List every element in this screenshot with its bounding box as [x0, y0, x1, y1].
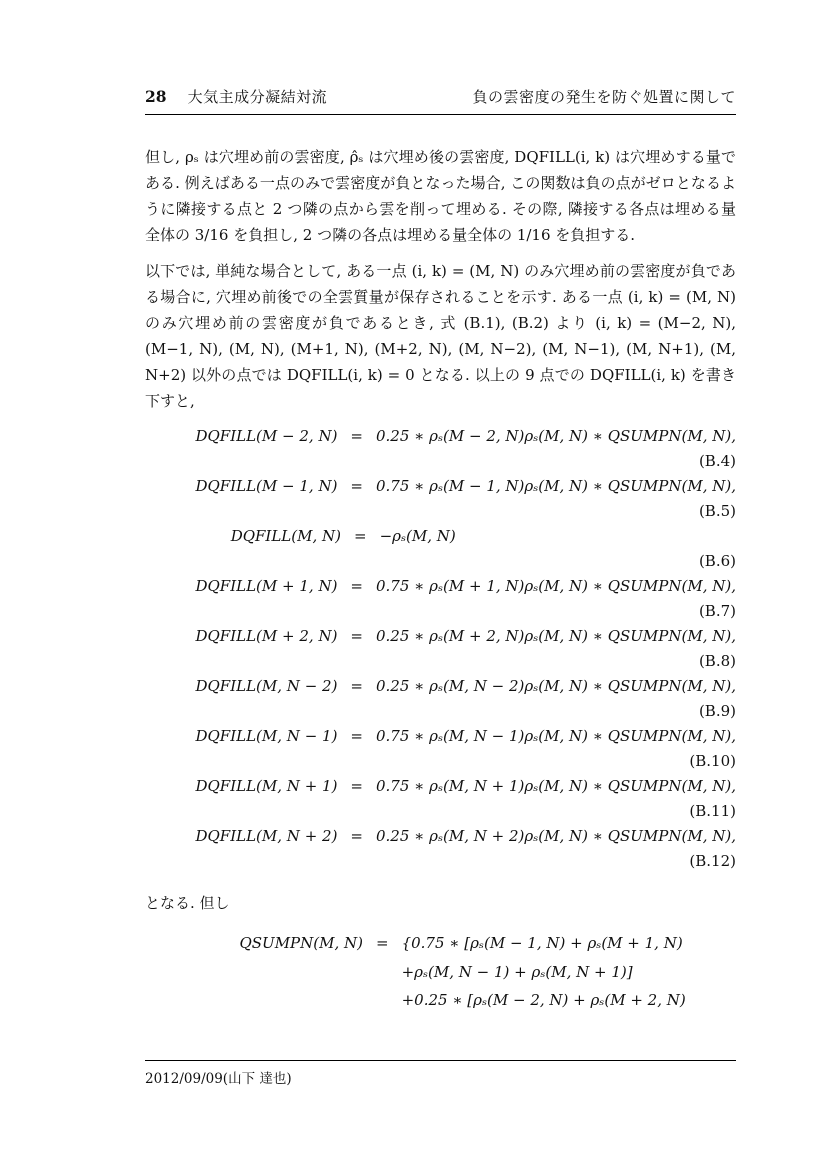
equals-sign: =: [350, 727, 363, 745]
page-content: [145, 86, 736, 1015]
equation-list: [145, 424, 736, 874]
equation-formula: [145, 524, 736, 549]
equation-b10: [145, 724, 736, 774]
equation-b4: [145, 424, 736, 474]
equation-rhs: 0.25 ∗ ρₛ(M + 2, N)ρₛ(M, N) ∗ QSUMPN(M, N),: [376, 627, 736, 645]
equation-lhs: DQFILL(M, N + 1): [195, 777, 338, 795]
equation-number: (B.6): [698, 552, 736, 570]
header-left-title: 大気主成分凝結対流: [187, 88, 328, 106]
equation-rhs: 0.25 ∗ ρₛ(M, N − 2)ρₛ(M, N) ∗ QSUMPN(M, N),: [376, 677, 736, 695]
equation-formula: [145, 424, 736, 449]
equation-lhs: QSUMPN(M, N): [239, 934, 363, 952]
equation-formula: [145, 774, 736, 799]
equation-number: (B.7): [698, 602, 736, 620]
equation-formula: [145, 674, 736, 699]
equation-number: (B.10): [689, 752, 736, 770]
equation-formula: [145, 624, 736, 649]
equation-b12: [145, 824, 736, 874]
equation-formula: [145, 574, 736, 599]
equation-b8: [145, 624, 736, 674]
equation-number: (B.9): [698, 702, 736, 720]
equation-b6: [145, 524, 736, 574]
equation-number: (B.5): [698, 502, 736, 520]
qsumpn-line-3: +0.25 ∗ [ρₛ(M − 2, N) + ρₛ(M + 2, N): [401, 991, 686, 1009]
equals-sign: =: [354, 527, 367, 545]
header-left: [145, 86, 327, 107]
qsumpn-line-1: {0.75 ∗ [ρₛ(M − 1, N) + ρₛ(M + 1, N): [401, 934, 683, 952]
equation-rhs: −ρₛ(M, N): [379, 527, 456, 545]
equation-lhs: DQFILL(M, N): [230, 527, 341, 545]
equation-formula: [145, 724, 736, 749]
equation-b11: [145, 774, 736, 824]
equation-rhs: 0.25 ∗ ρₛ(M − 2, N)ρₛ(M, N) ∗ QSUMPN(M, N),: [376, 427, 736, 445]
paragraph-1: 但し, ρₛ は穴埋め前の雲密度, ρ̂ₛ は穴埋め後の雲密度, DQFILL(i, k) は穴埋めする量である. 例えばある一点のみで雲密度が負となった場合, この関数は負の点がゼロとなるように隣接する点と 2 つ隣の点から雲を削って埋める. その際, 隣接する各点は埋める量全体の 3/16 を負担し, 2 つ隣の各点は埋める量全体の 1/16 を負担する.: [145, 148, 736, 244]
page-number: 28: [145, 87, 167, 106]
equation-number: (B.12): [689, 852, 736, 870]
equation-rhs: 0.75 ∗ ρₛ(M, N − 1)ρₛ(M, N) ∗ QSUMPN(M, N),: [376, 727, 736, 745]
equation-rhs: [402, 929, 686, 1015]
equation-lhs: DQFILL(M + 1, N): [195, 577, 338, 595]
equals-sign: =: [350, 777, 363, 795]
equals-sign: =: [350, 577, 363, 595]
equation-lhs: DQFILL(M − 2, N): [195, 427, 338, 445]
header-right-title: 負の雲密度の発生を防ぐ処置に関して: [472, 88, 736, 106]
equation-rhs: 0.25 ∗ ρₛ(M, N + 2)ρₛ(M, N) ∗ QSUMPN(M, N),: [376, 827, 736, 845]
equation-number: (B.8): [698, 652, 736, 670]
running-header: [145, 86, 736, 115]
equation-b9: [145, 674, 736, 724]
equation-lhs: DQFILL(M, N + 2): [195, 827, 338, 845]
equation-formula: [145, 824, 736, 849]
equation-number: (B.4): [698, 452, 736, 470]
equation-lhs: DQFILL(M, N − 2): [195, 677, 338, 695]
equals-sign: =: [350, 677, 363, 695]
equation-number: (B.11): [689, 802, 736, 820]
equals-sign: =: [350, 627, 363, 645]
equation-lhs: DQFILL(M, N − 1): [195, 727, 338, 745]
qsumpn-line-2: +ρₛ(M, N − 1) + ρₛ(M, N + 1)]: [401, 962, 633, 981]
paragraph-2: 以下では, 単純な場合として, ある一点 (i, k) = (M, N) のみ穴埋め前の雲密度が負である場合に, 穴埋め前後での全雲質量が保存されることを示す. ある一点 (i, k) = (M, N) のみ穴埋め前の雲密度が負であるとき, 式 (B.1), (B.2) より (i, k) = (M−2, N), (M−1, N), (M, N), (M+1, N), (M+2, N), (M, N−2), (M, N−1), (M, N+1), (M, N+2) 以外の点では DQFILL(i, k) = 0 となる. 以上の 9 点での DQFILL(i, k) を書き下すと,: [145, 262, 736, 410]
equals-sign: =: [350, 477, 363, 495]
equals-sign: =: [350, 427, 363, 445]
equation-rhs: 0.75 ∗ ρₛ(M − 1, N)ρₛ(M, N) ∗ QSUMPN(M, N),: [376, 477, 736, 495]
equation-formula: [145, 474, 736, 499]
equals-sign: =: [376, 934, 389, 952]
page-footer: 2012/09/09(山下 達也): [145, 1060, 736, 1087]
equation-b7: [145, 574, 736, 624]
qsumpn-equation: [145, 929, 736, 1015]
connector-text: となる. 但し: [145, 894, 230, 912]
equation-lhs: DQFILL(M + 2, N): [195, 627, 338, 645]
equation-rhs: 0.75 ∗ ρₛ(M + 1, N)ρₛ(M, N) ∗ QSUMPN(M, N),: [376, 577, 736, 595]
equals-sign: =: [350, 827, 363, 845]
equation-b5: [145, 474, 736, 524]
equation-rhs: 0.75 ∗ ρₛ(M, N + 1)ρₛ(M, N) ∗ QSUMPN(M, N),: [376, 777, 736, 795]
equation-lhs: DQFILL(M − 1, N): [195, 477, 338, 495]
